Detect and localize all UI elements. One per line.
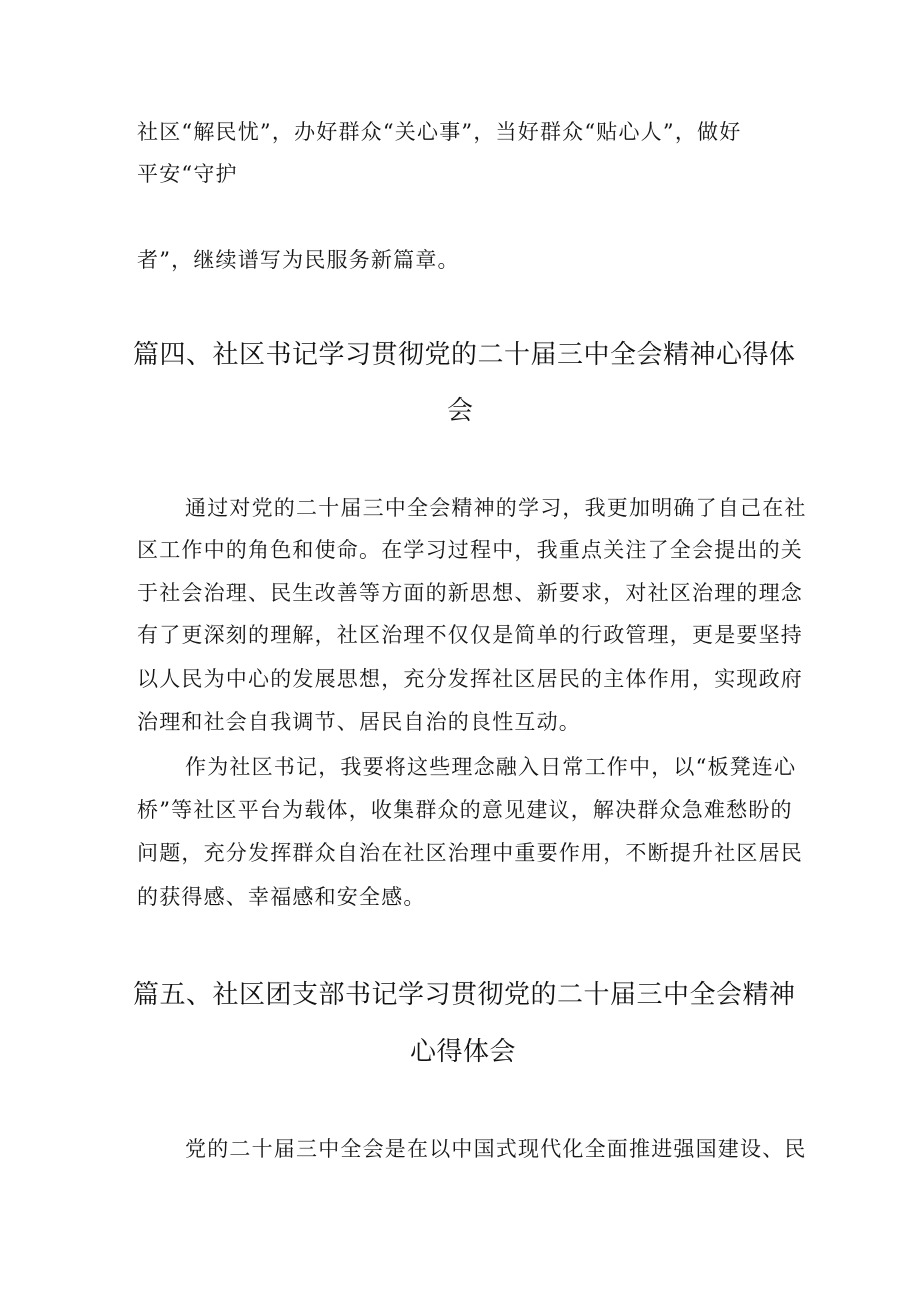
section-4-paragraph-2-line: 的获得感、幸福感和安全感。 bbox=[137, 885, 426, 909]
section-4-paragraph-1-line: 有了更深刻的理解，社区治理不仅仅是简单的行政管理，更是要坚持 bbox=[137, 623, 803, 647]
body-line: 平安“守护 bbox=[137, 162, 238, 186]
section-4-paragraph-2-line: 桥”等社区平台为载体，收集群众的意见建议，解决群众急难愁盼的 bbox=[137, 798, 793, 822]
section-4-paragraph-1-line: 通过对党的二十届三中全会精神的学习，我更加明确了自己在社 bbox=[185, 496, 807, 520]
section-5-paragraph-1-line: 党的二十届三中全会是在以中国式现代化全面推进强国建设、民 bbox=[185, 1137, 807, 1161]
section-5-title-line-1: 篇五、社区团支部书记学习贯彻党的二十届三中全会精神 bbox=[133, 980, 796, 1010]
section-4-title-line-1: 篇四、社区书记学习贯彻党的二十届三中全会精神心得体 bbox=[133, 340, 796, 370]
section-4-paragraph-2-line: 问题，充分发挥群众自治在社区治理中重要作用，不断提升社区居民 bbox=[137, 841, 803, 865]
section-4-paragraph-1-line: 治理和社会自我调节、居民自治的良性互动。 bbox=[137, 710, 581, 734]
section-4-title-line-2: 会 bbox=[447, 396, 474, 426]
section-5-title-line-2: 心得体会 bbox=[410, 1037, 517, 1067]
section-4-paragraph-1-line: 于社会治理、民生改善等方面的新思想、新要求，对社区治理的理念 bbox=[137, 581, 803, 605]
section-4-paragraph-1-line: 以人民为中心的发展思想，充分发挥社区居民的主体作用，实现政府 bbox=[137, 667, 803, 691]
section-4-paragraph-2-line: 作为社区书记，我要将这些理念融入日常工作中，以“板凳连心 bbox=[185, 755, 797, 779]
section-4-paragraph-1-line: 区工作中的角色和使命。在学习过程中，我重点关注了全会提出的关 bbox=[137, 538, 803, 562]
body-line: 者”，继续谱写为民服务新篇章。 bbox=[137, 248, 460, 272]
body-line: 社区“解民忧”，办好群众“关心事”，当好群众“贴心人”，做好 bbox=[137, 120, 742, 144]
